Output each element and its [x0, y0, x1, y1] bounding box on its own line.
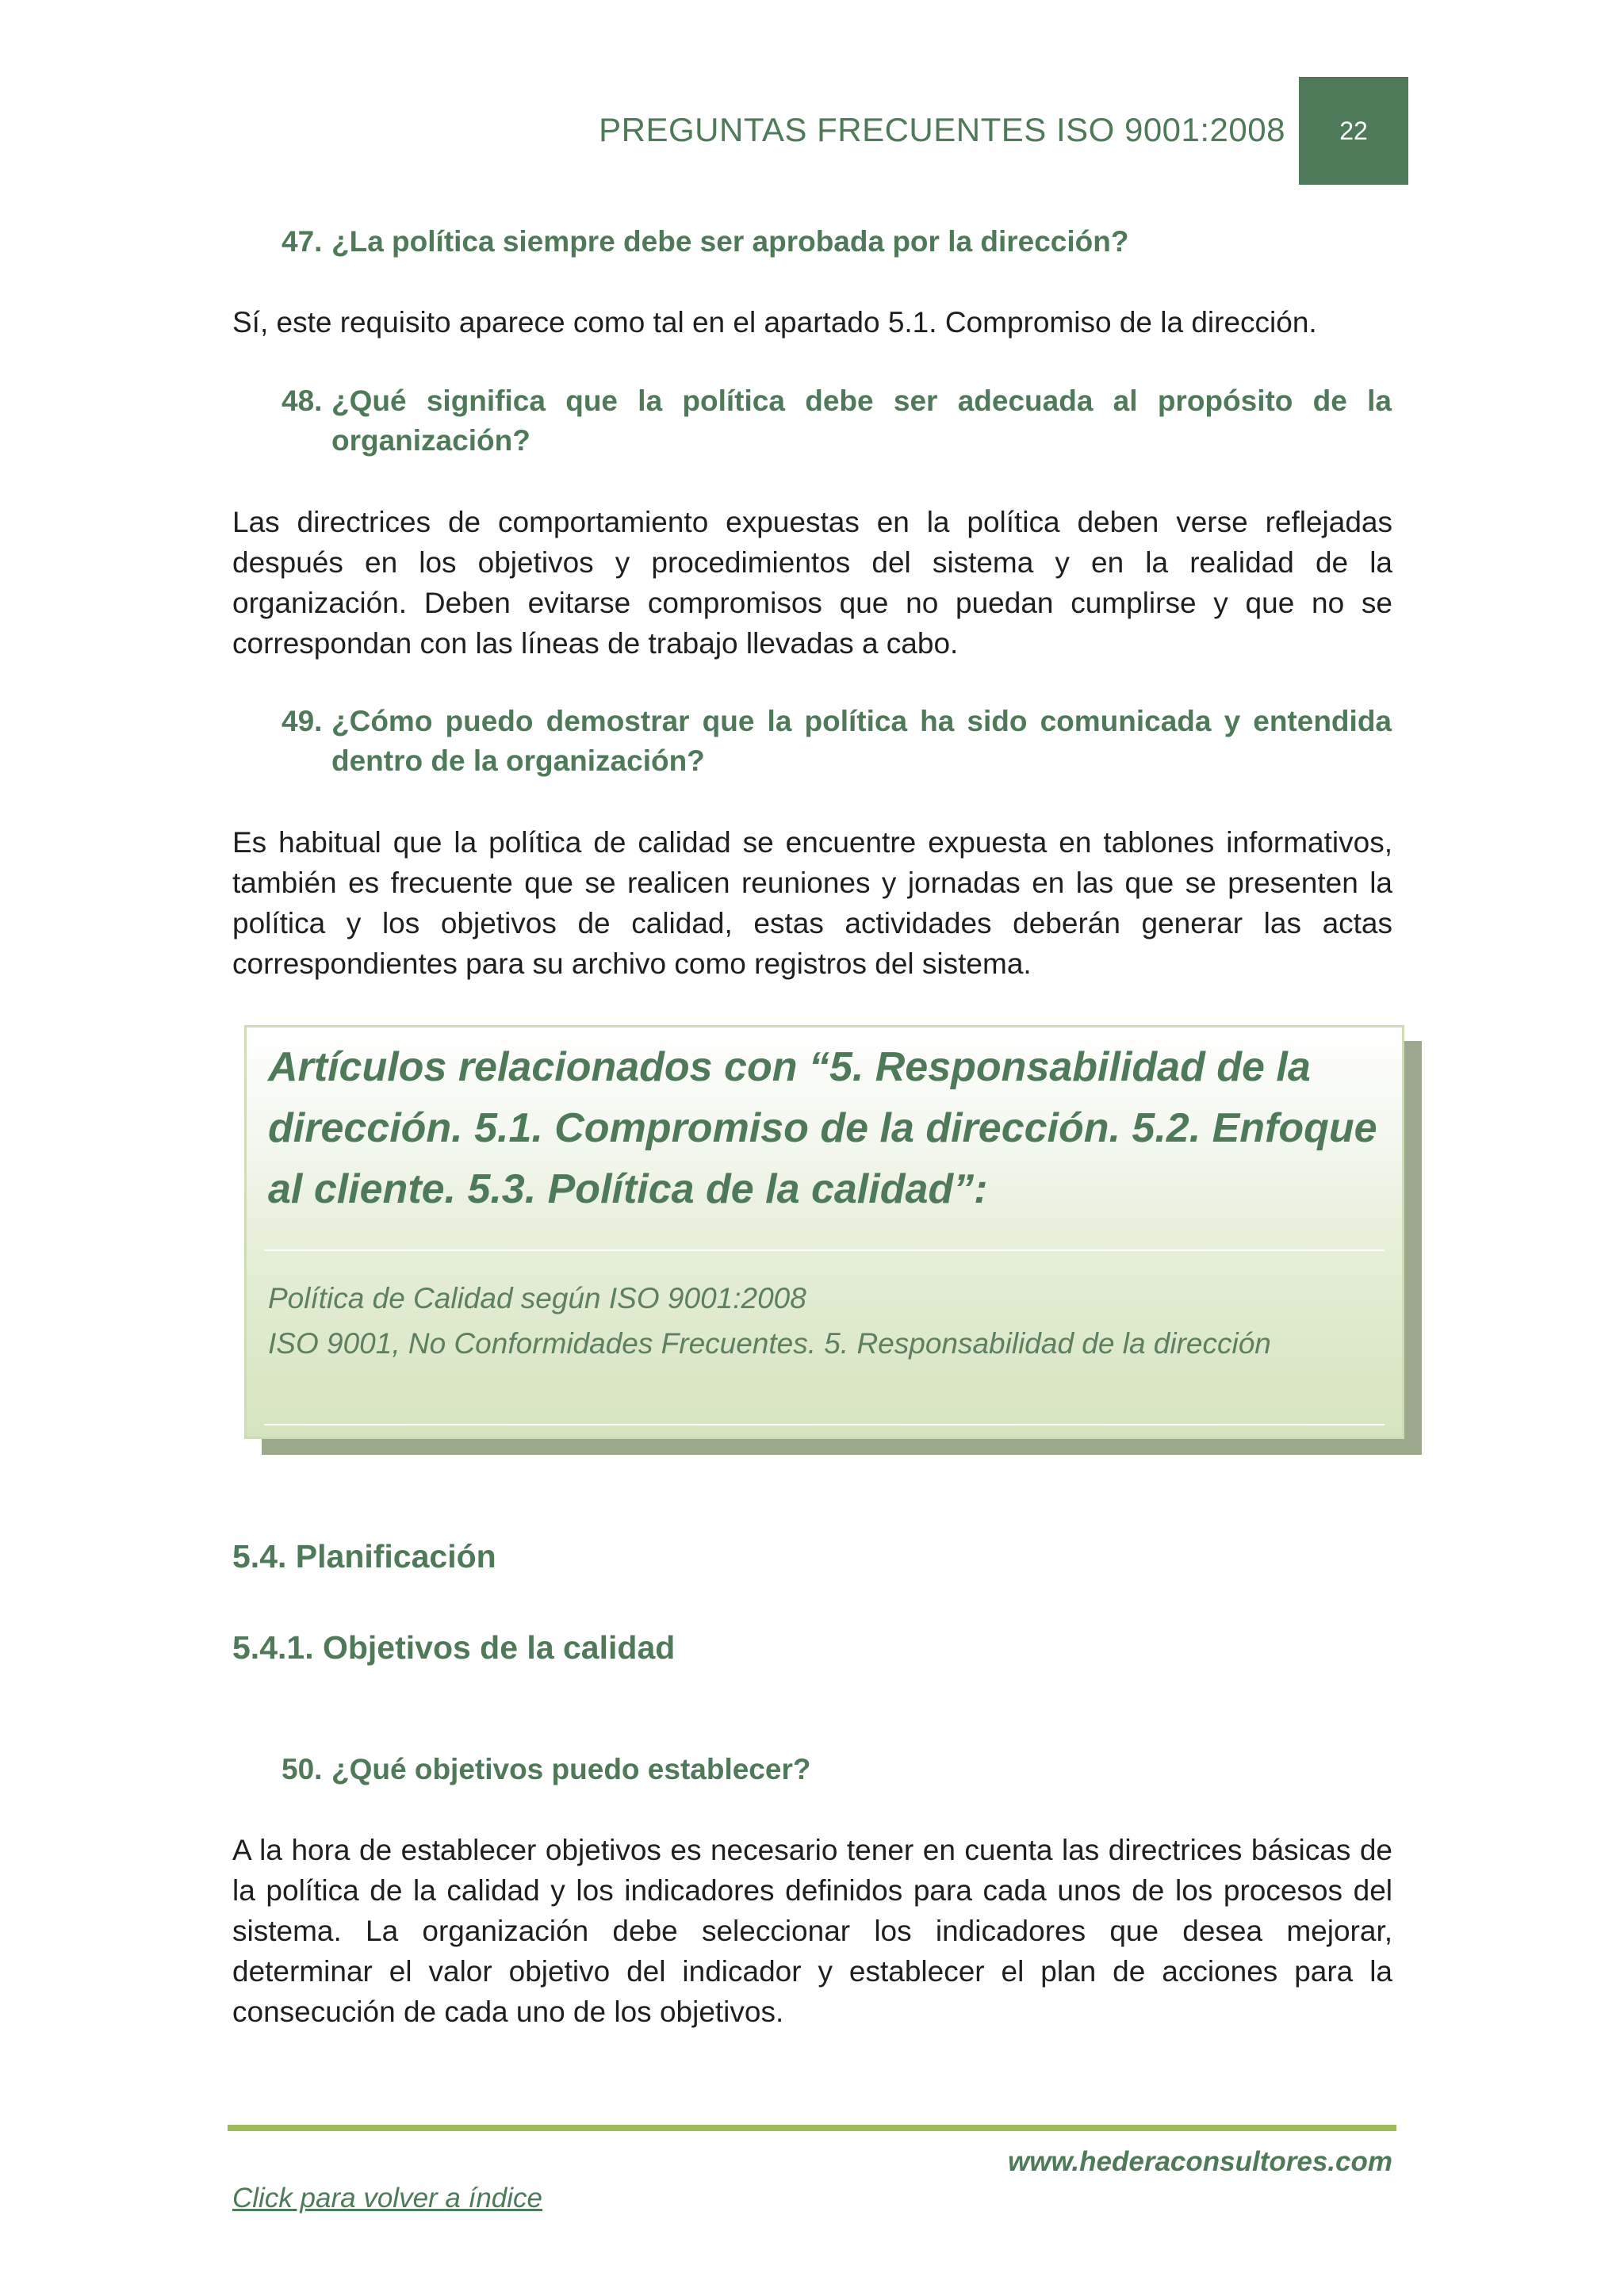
question-text: ¿Cómo puedo demostrar que la política ha sido comunicada y entendida dentro de la organización?: [331, 705, 1392, 777]
question-48: [282, 381, 1392, 461]
question-text: ¿Qué objetivos puedo establecer?: [331, 1753, 811, 1785]
question-number: 49.: [282, 705, 323, 737]
answer-50: A la hora de establecer objetivos es necesario tener en cuenta las directrices básicas de la política de la calidad y los indicadores definidos para cada unos de los procesos del sistema. La organización debe seleccionar los indicadores que desea mejorar, determinar el valor objetivo del indicador y establecer el plan de acciones para la consecución de cada uno de los objetivos.: [232, 1834, 1392, 2028]
question-text: ¿Qué significa que la política debe ser adecuada al propósito de la organización?: [331, 385, 1392, 457]
section-heading-objetivos: 5.4.1. Objetivos de la calidad: [232, 1629, 676, 1666]
question-50: [282, 1750, 1392, 1789]
footer-url: www.hederaconsultores.com: [1008, 2146, 1392, 2177]
question-text: ¿La política siempre debe ser aprobada por la dirección?: [331, 225, 1129, 258]
related-link-politica-calidad[interactable]: Política de Calidad según ISO 9001:2008: [268, 1282, 806, 1314]
related-articles-box: [244, 1025, 1404, 1439]
divider: [264, 1424, 1385, 1425]
related-link-no-conformidades[interactable]: ISO 9001, No Conformidades Frecuentes. 5. Responsabilidad de la dirección: [268, 1327, 1271, 1360]
answer-48: Las directrices de comportamiento expuestas en la política deben verse reflejadas después en los objetivos y procedimientos del sistema y en la realidad de la organización. Deben evitarse compromisos que no puedan cumplirse y que no se correspondan con las líneas de trabajo llevadas a cabo.: [232, 506, 1392, 660]
back-to-index-link[interactable]: Click para volver a índice: [232, 2183, 542, 2214]
section-heading-planificacion: 5.4. Planificación: [232, 1538, 496, 1575]
question-47: [282, 222, 1392, 262]
page-number-badge: 22: [1299, 77, 1408, 185]
divider: [264, 1249, 1385, 1251]
related-articles-title: Artículos relacionados con “5. Responsabilidad de la dirección. 5.1. Compromiso de la dirección. 5.2. Enfoque al cliente. 5.3. Política de la calidad”:: [268, 1044, 1377, 1212]
header-title: PREGUNTAS FRECUENTES ISO 9001:2008: [599, 111, 1285, 148]
question-number: 50.: [282, 1753, 323, 1785]
question-number: 48.: [282, 385, 323, 417]
answer-49: Es habitual que la política de calidad se encuentre expuesta en tablones informativos, también es frecuente que se realicen reuniones y jornadas en las que se presenten la política y los objetivos de calidad, estas actividades deberán generar las actas correspondientes para su archivo como registros del sistema.: [232, 826, 1392, 980]
question-number: 47.: [282, 225, 323, 258]
footer-rule: [228, 2125, 1396, 2131]
question-49: [282, 702, 1392, 781]
related-links-list: [268, 1276, 1378, 1366]
answer-47: Sí, este requisito aparece como tal en el apartado 5.1. Compromiso de la dirección.: [232, 306, 1317, 339]
